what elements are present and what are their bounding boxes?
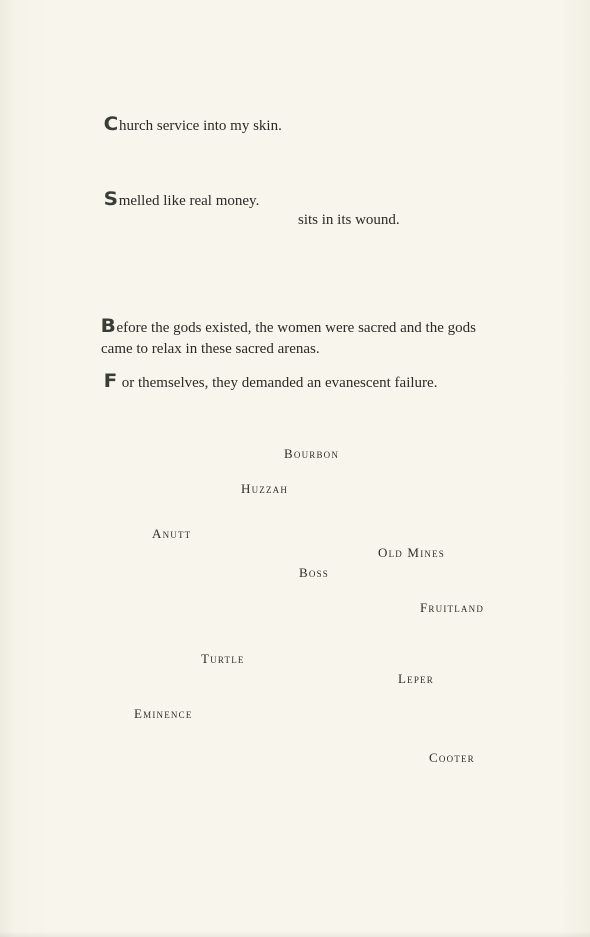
poem-line-text: or themselves, they demanded an evanescent failure. <box>117 375 438 391</box>
poem-stanza-gods <box>101 317 501 360</box>
poem-line-text: hurch service into my skin. <box>118 118 282 134</box>
place-name: Cooter <box>429 750 475 765</box>
place-name: Huzzah <box>241 481 289 496</box>
poem-line-text: melled like real money. <box>118 193 260 209</box>
place-name: Fruitland <box>420 600 485 615</box>
poem-line-text: efore the gods existed, the women were sacred and the gods came to relax in these sacred arenas. <box>101 320 476 357</box>
drop-initial-b: B <box>100 315 116 337</box>
poem-line-church <box>104 115 282 137</box>
place-name: Eminence <box>134 706 193 721</box>
place-name: Bourbon <box>284 446 340 461</box>
place-name: Turtle <box>201 651 245 666</box>
poem-line-themselves <box>104 372 437 394</box>
drop-initial-f: F <box>103 370 118 392</box>
place-name: Anutt <box>152 526 192 541</box>
poem-line-text: sits in its wound. <box>298 212 400 228</box>
poem-line-smelled <box>104 190 259 212</box>
poem-line-wound <box>298 210 400 231</box>
drop-initial-s: S <box>103 188 119 210</box>
place-name: Old Mines <box>378 545 445 560</box>
drop-initial-c: C <box>103 113 119 135</box>
place-name: Boss <box>299 565 329 580</box>
place-name: Leper <box>398 671 434 686</box>
